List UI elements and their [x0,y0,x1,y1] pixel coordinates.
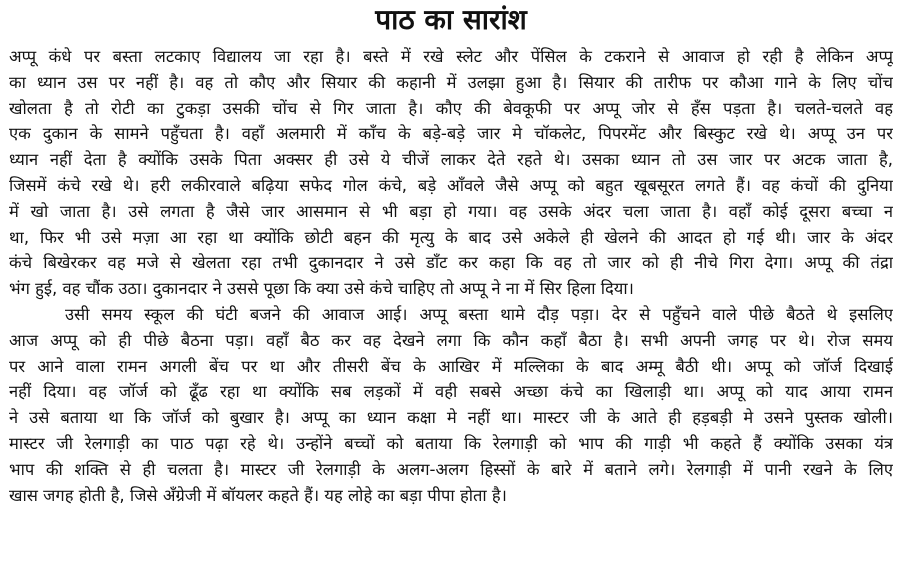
summary-text [9,44,893,508]
text-line: था, फिर भी उसे मज़ा आ रहा था क्योंकि छोटी बहन की मृत्यु के बाद उसे अकेले ही खेलने की आदत हो गई थी। जार के अंदर [9,227,893,247]
text-line: कंचे बिखेरकर वह मजे से खेलता रहा तभी दुकानदार ने उसे डाँट कर कहा कि वह तो जार को ही नीचे गिरा देगा। अप्पू की तंद्रा [9,253,893,273]
text-line: भाप की शक्ति से ही चलता है। मास्टर जी रेलगाड़ी के अलग-अलग हिस्सों के बारे में बताने लगे। रेलगाड़ी में पानी रखने के लिए [9,459,893,479]
page-title: पाठ का सारांश [375,3,527,36]
text-line: में खो जाता है। उसे लगता है जैसे जार आसमान से भी बड़ा हो गया। वह उसके अंदर चला जाता है। वहाँ कोई दूसरा बच्चा न [9,201,893,221]
text-line: अप्पू कंधे पर बस्ता लटकाए विद्यालय जा रहा है। बस्ते में रखे स्लेट और पेंसिल के टकराने से आवाज हो रही है लेकिन अप्पू [9,47,893,66]
paragraph-1 [9,44,893,302]
text-line: नहीं दिया। वह जॉर्ज को ढूँढ रहा था क्योंकि सब लड़कों में वही सबसे अच्छा कंचे का खिलाड़ी था। अप्पू को याद आया रामन [9,382,893,402]
text-line: जिसमें कंचे रखे थे। हरी लकीरवाले बढ़िया सफेद गोल कंचे, बड़े आँवले जैसे अप्पू को बहुत खूबसूरत लगते हैं। वह कंचों की दुनिया [9,175,893,195]
text-line: ने उसे बताया था कि जॉर्ज को बुखार है। अप्पू का ध्यान कक्षा मे नहीं था। मास्टर जी के आते ही हड़बड़ी मे उसने पुस्तक खोली। [9,408,893,428]
text-line: आज अप्पू को ही पीछे बैठना पड़ा। वहाँ बैठ कर वह देखने लगा कि कौन कहाँ बैठा है। सभी अपनी जगह पर थे। रोज समय [9,330,893,350]
text-line: एक दुकान के सामने पहुँचता है। वहाँ अलमारी में काँच के बड़े-बड़े जार मे चॉकलेट, पिपरमेंट और बिस्कुट रखे थे। अप्पू उन पर [9,124,893,144]
text-line: खोलता है तो रोटी का टुकड़ा उसकी चोंच से गिर जाता है। कौए की बेवकूफी पर अप्पू जोर से हँस पड़ता है। चलते-चलते वह [9,98,893,118]
text-line: भंग हुई, वह चौंक उठा। दुकानदार ने उससे पूछा कि क्या उसे कंचे चाहिए तो अप्पू ने ना में सिर हिला दिया। [9,279,634,299]
text-line: का ध्यान उस पर नहीं है। वह तो कौए और सियार की कहानी में उलझा हुआ है। सियार की तारीफ पर कौआ गाने के लिए चोंच [9,72,893,92]
text-line: मास्टर जी रेलगाड़ी का पाठ पढ़ा रहे थे। उन्होंने बच्चों को बताया कि रेलगाड़ी को भाप की गाड़ी भी कहते हैं क्योंकि उसका यंत्र [9,433,893,453]
paragraph-2 [9,302,893,508]
text-line: पर आने वाला रामन अगली बेंच पर था और तीसरी बेंच के आखिर में मल्लिका के बाद अम्मू बैठी थी। अप्पू को जॉर्ज दिखाई [9,356,893,376]
text-line: उसी समय स्कूल की घंटी बजने की आवाज आई। अप्पू बस्ता थामे दौड़ पड़ा। देर से पहुँचने वाले पीछे बैठते थे इसलिए [65,304,893,324]
text-line: ध्यान नहीं देता है क्योंकि उसके पिता अक्सर ही उसे ये चीजें लाकर देते रहते थे। उसका ध्यान तो उस जार पर अटक जाता है, [9,150,893,170]
text-line: खास जगह होती है, जिसे अँग्रेजी में बॉयलर कहते हैं। यह लोहे का बड़ा पीपा होता है। [9,485,507,505]
